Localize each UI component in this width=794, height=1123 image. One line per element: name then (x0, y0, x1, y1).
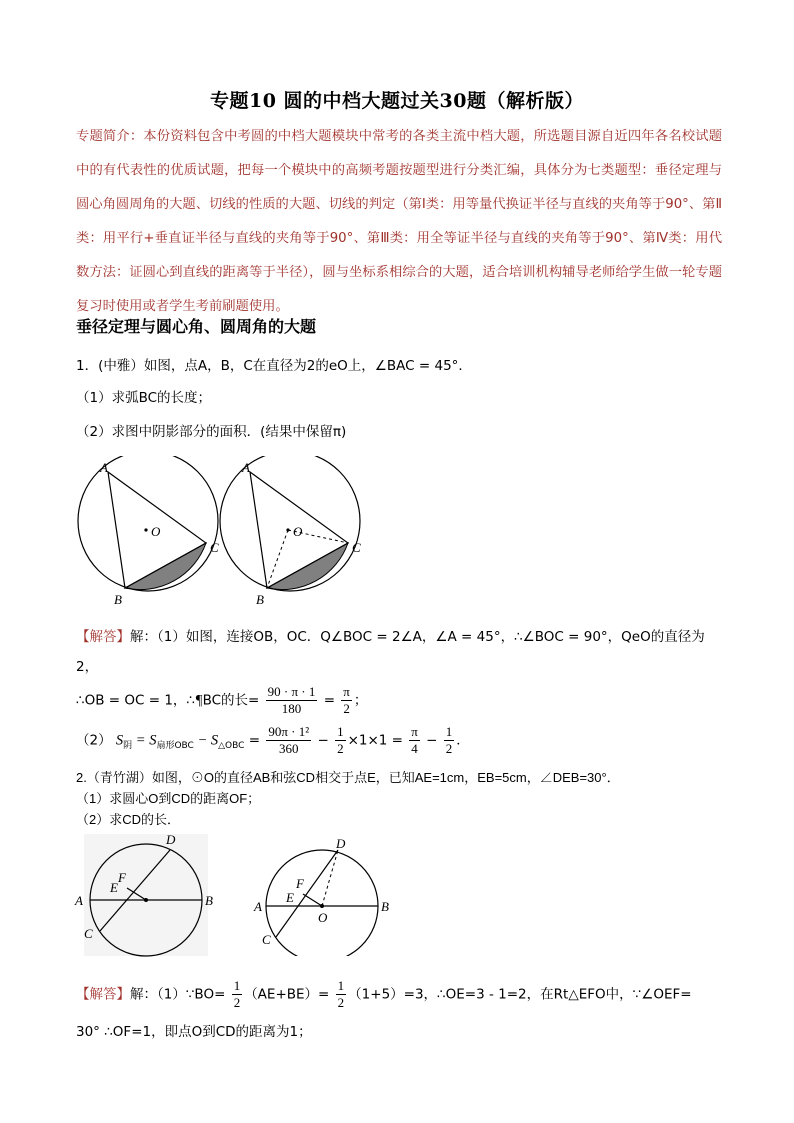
q2-part2: （2）求CD的长． (76, 812, 181, 827)
answer-text: 解：（1）如图，连接OB，OC．Q∠BOC = 2∠A，∠A = 45°，∴∠BOC = 90°，QeO的直径为 (130, 629, 705, 645)
q1-answer-line-3: ∴OB = OC = 1，∴¶BC的长= $\frac{90 \cdot \pi \cdot 1}{180}$ = $\frac{\pi}{2}$ ； (76, 684, 368, 716)
label-c: C (84, 926, 93, 941)
answer-text: ∴OB = OC = 1，∴ (76, 692, 195, 709)
label-e: E (110, 880, 118, 895)
label-e: E (286, 890, 294, 905)
label-o: O (318, 910, 328, 925)
q2-figure-1 (70, 830, 220, 958)
fraction: $\frac{\pi}{4}$ (411, 724, 418, 756)
fraction: $\frac{1}{2}$ (233, 978, 241, 1010)
q2-answer-line-2: 30° ∴OF=1，即点O到CD的距离为1； (76, 1024, 312, 1040)
q1-answer-line-2: 2， (76, 659, 99, 675)
q1-figure-2 (212, 456, 372, 612)
arc-mark: ¶ (195, 692, 203, 709)
q1-stem: 1．(中雅）如图，点A，B，C在直径为2的eO上，∠BAC = 45°． (76, 358, 472, 374)
answer-tag: 【解答】 (76, 629, 130, 645)
fraction: $\frac{90 \cdot \pi \cdot 1}{180}$ (267, 684, 316, 716)
q1-part2: （2）求图中阴影部分的面积．(结果中保留π) (76, 424, 347, 440)
center-point (320, 904, 324, 908)
q1-figure-1 (70, 456, 230, 612)
center-point (144, 898, 148, 902)
label-d: D (166, 832, 176, 847)
section-heading: 垂径定理与圆心角、圆周角的大题 (76, 317, 317, 336)
circle-o (220, 456, 360, 591)
label-f: F (296, 876, 304, 891)
center-point (144, 528, 147, 531)
fraction: $\frac{\pi}{2}$ (343, 684, 350, 716)
label-a: A (242, 460, 250, 475)
q2-answer-line-1: 【解答】解：（1）∵BO= $\frac{1}{2}$ （AE+BE）= $\frac{1}{2}$ （1+5）=3，∴OE=3 - 1=2，在Rt△EFO中，∵∠OEF= (76, 978, 692, 1010)
fraction: $\frac{\text{90π · 1²}}{360}$ (268, 724, 310, 756)
segment-od (322, 850, 338, 906)
label-o: O (151, 524, 161, 539)
label-c: C (352, 540, 361, 555)
label-o: O (293, 524, 303, 539)
label-a: A (254, 899, 262, 914)
circle-o (266, 850, 378, 956)
label-b: B (256, 592, 264, 607)
label-c: C (210, 540, 219, 555)
circle-o (78, 456, 218, 591)
center-point (286, 528, 289, 531)
label-b: B (114, 592, 122, 607)
q1-part1: （1）求弧BC的长度； (76, 390, 212, 406)
answer-tag: 【解答】 (76, 986, 130, 1003)
segment-of (303, 894, 322, 906)
q2-figure-2 (252, 836, 402, 956)
topic-intro: 专题简介：本份资料包含中考圆的中档大题模块中常考的各类主流中档大题，所选题目源自近四年各名校试题中的有代表性的优质试题，把每一个模块中的高频考题按题型进行分类汇编，具体分为七类题型：垂径定理与圆心角圆周角的大题、切线的性质的大题、切线的判定（第Ⅰ类：用等量代换证半径与直线的夹角等于90°、第Ⅱ类：用平行+垂直证半径与直线的夹角等于90°、第Ⅲ类：用全等证半径与直线的夹角等于90°、第Ⅳ类：用代数方法：证圆心到直线的距离等于半径），圆与坐标系相综合的大题，适合培训机构辅导老师给学生做一轮专题复习时使用或者学生考前刷题使用。 (76, 129, 722, 314)
fraction: $\frac{1}{2}$ (337, 978, 345, 1010)
q2-stem: 2.（青竹湖）如图，⊙O的直径AB和弦CD相交于点E，已知AE=1cm，EB=5cm，∠DEB=30°． (76, 770, 620, 785)
label-b: B (205, 893, 213, 908)
label-d: D (336, 836, 346, 851)
q2-part1: （1）求圆心O到CD的距离OF； (76, 791, 261, 806)
label-b: B (381, 899, 389, 914)
q1-answer-line-4: （2） $S_阴 = S_{扇形OBC} - S_{\triangle OBC}$ = $\frac{\text{90π · 1²}}{360}$ − $\frac{1}{2}$ ×1×1 = $\frac{\pi}{4}$ − $\frac{1}{2}$ ． (76, 724, 470, 756)
fraction: $\frac{1}{2}$ (337, 724, 344, 756)
label-f: F (118, 870, 126, 885)
q1-answer-line-1 (76, 625, 705, 645)
label-a: A (75, 893, 83, 908)
label-c: C (262, 932, 271, 947)
label-a: A (100, 460, 108, 475)
fraction: $\frac{1}{2}$ (445, 724, 453, 756)
page-title: 专题10 圆的中档大题过关30题（解析版） (210, 90, 584, 112)
answer-text: BC的长= (202, 692, 260, 709)
